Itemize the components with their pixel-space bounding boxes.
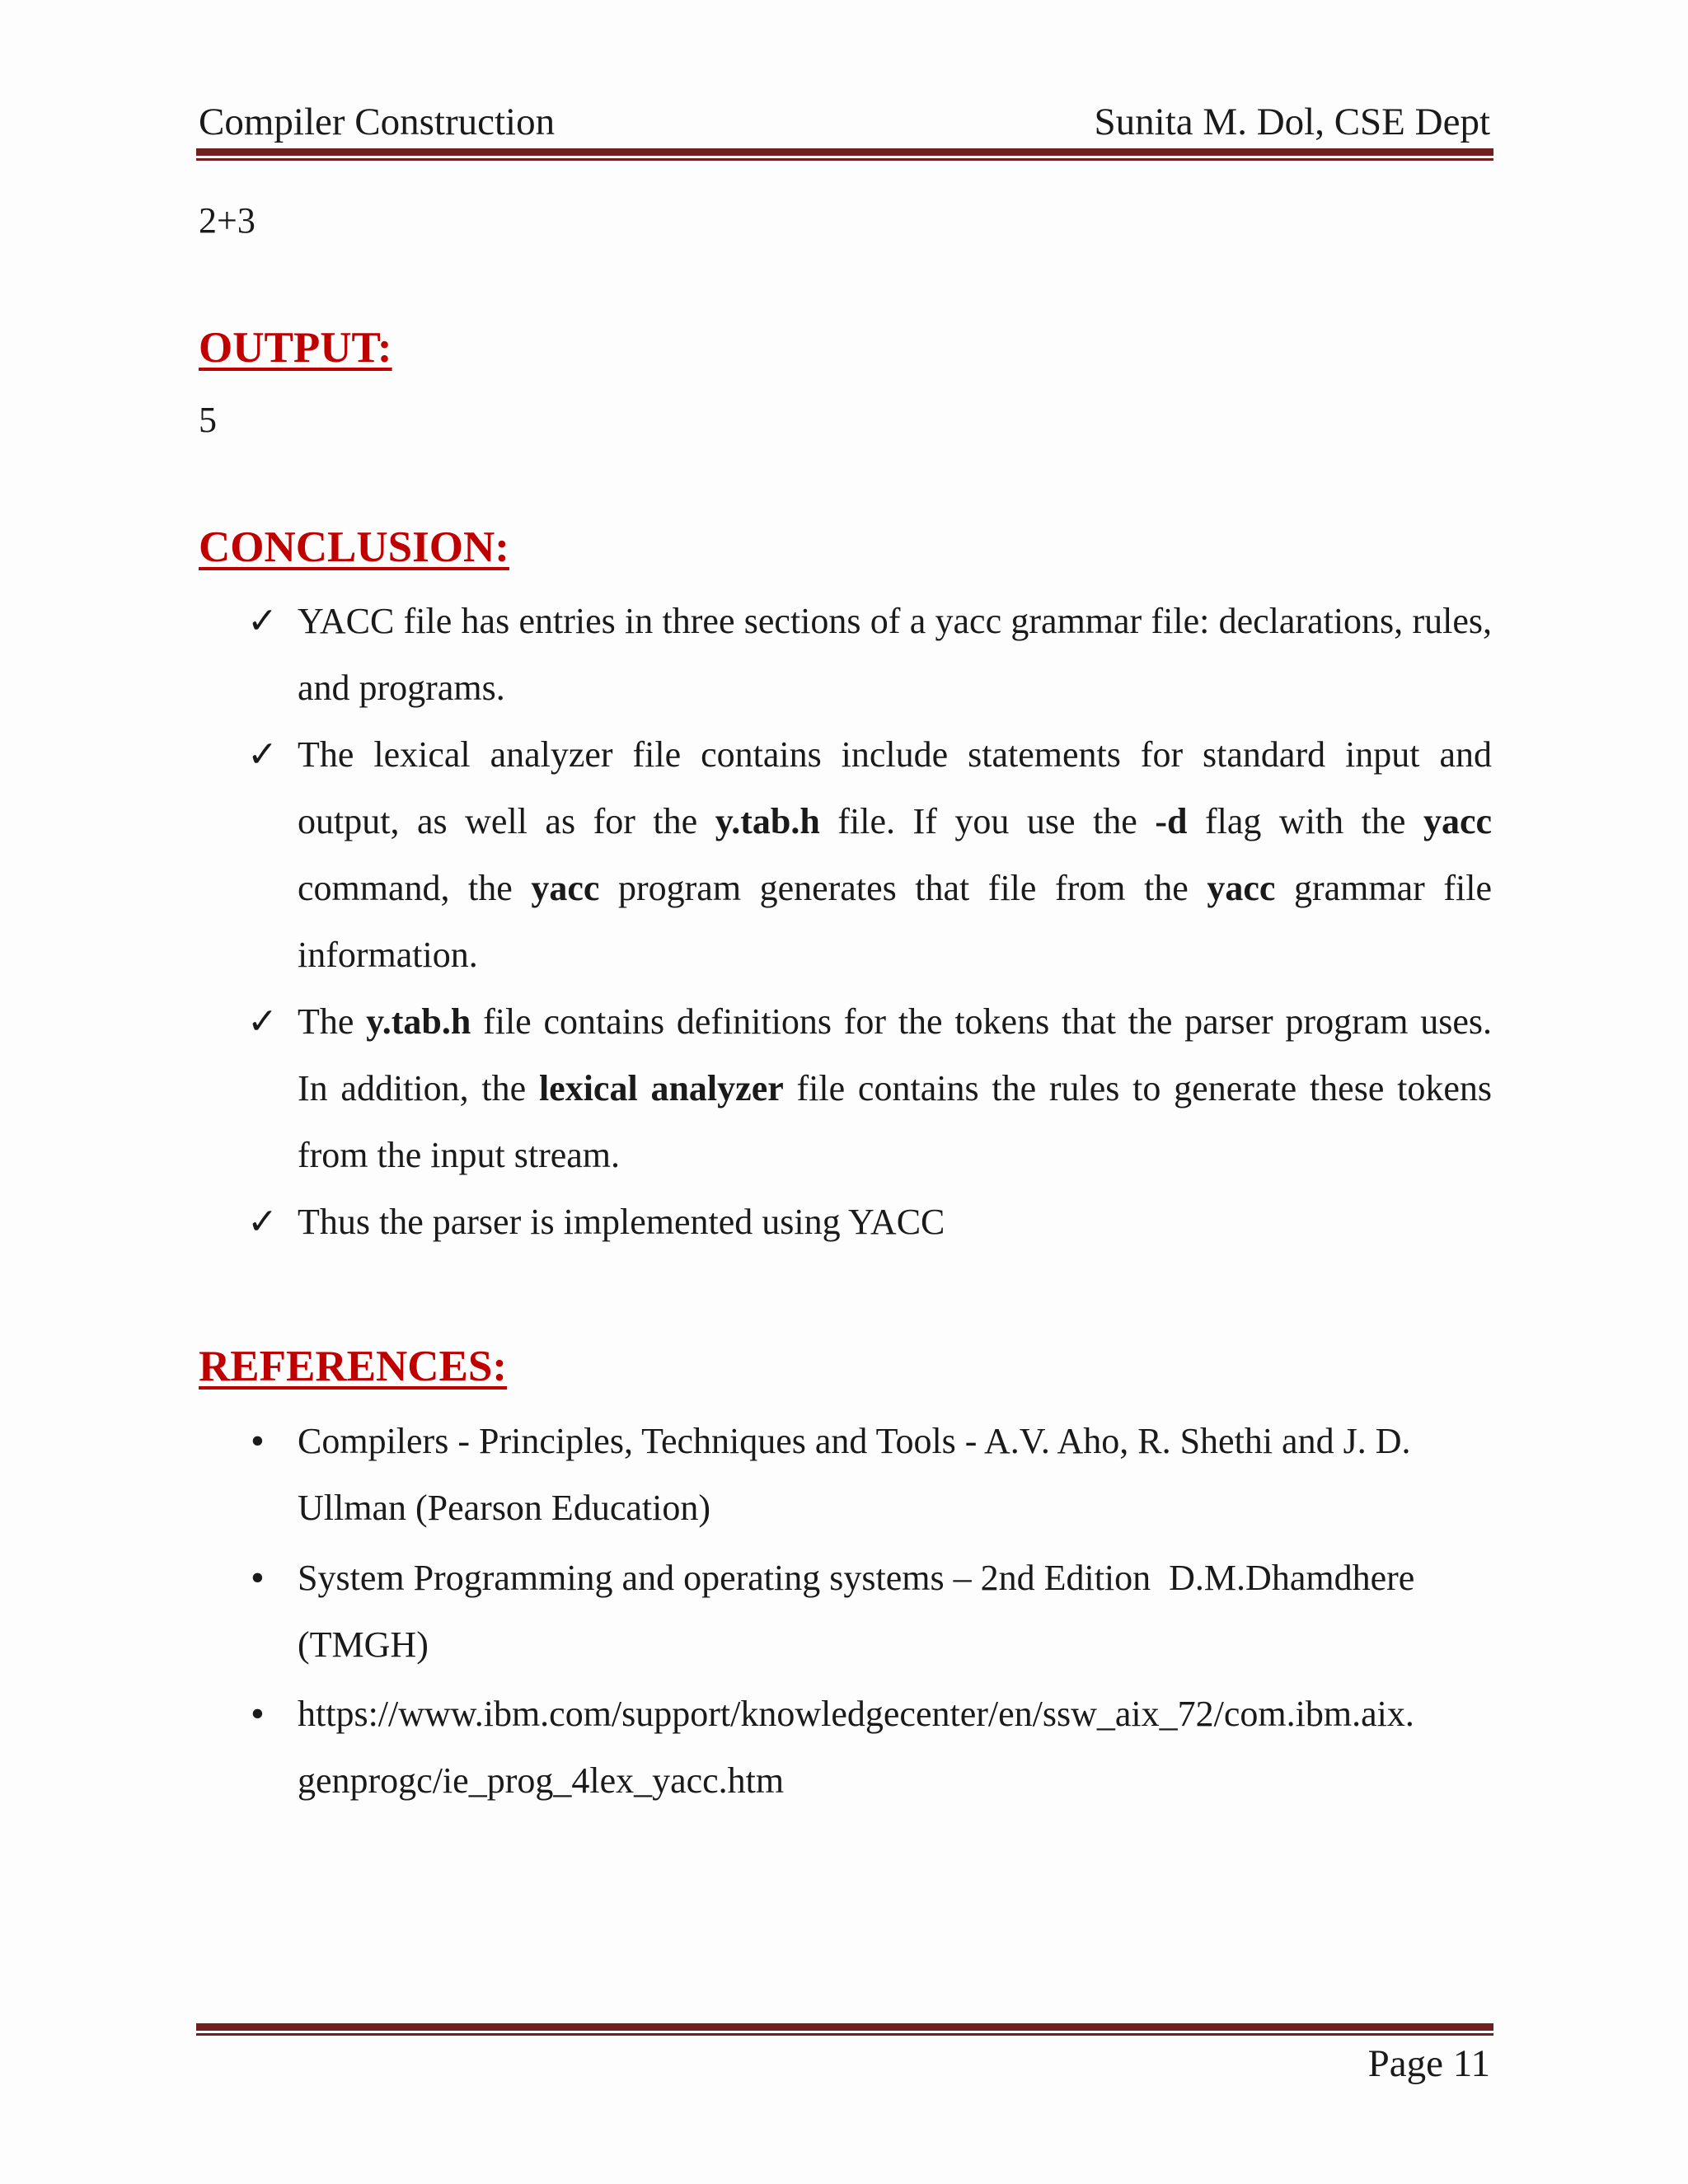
- bullet-dot-icon: •: [251, 1692, 265, 1736]
- conclusion-item-text: YACC file has entries in three sections of a yacc grammar file: declarations, rules, and programs.: [298, 601, 1492, 708]
- output-value: 5: [199, 400, 217, 440]
- header-author: Sunita M. Dol, CSE Dept: [1094, 101, 1490, 143]
- header-rule-thick: [196, 148, 1493, 156]
- reference-item: [247, 1408, 1492, 1541]
- conclusion-item: [247, 721, 1492, 988]
- conclusion-item: [247, 988, 1492, 1188]
- check-mark-icon: ✓: [247, 1202, 278, 1242]
- references-heading: REFERENCES:: [199, 1343, 508, 1390]
- check-mark-icon: ✓: [247, 1001, 278, 1042]
- conclusion-item-text: The y.tab.h file contains definitions for the tokens that the parser program uses. In addition, the lexical analyzer file contains the rules to generate these tokens from the input stream.: [298, 1001, 1493, 1175]
- reference-item-text: System Programming and operating systems – 2nd Edition D.M.Dhamdhere (TMGH): [298, 1558, 1415, 1665]
- footer-rule: [196, 2023, 1493, 2036]
- check-mark-icon: ✓: [247, 734, 278, 775]
- header-rule: [196, 148, 1493, 161]
- reference-item: [247, 1680, 1492, 1814]
- bullet-dot-icon: •: [251, 1419, 265, 1463]
- check-mark-icon: ✓: [247, 601, 278, 641]
- bullet-dot-icon: •: [251, 1556, 265, 1600]
- reference-link[interactable]: https://www.ibm.com/support/knowledgecenter/en/ssw_aix_72/com.ibm.aix. genprogc/ie_prog_4lex_yacc.htm: [298, 1694, 1414, 1801]
- conclusion-item: [247, 588, 1492, 721]
- footer-rule-thick: [196, 2023, 1493, 2031]
- reference-item: [247, 1544, 1492, 1678]
- footer-rule-thin: [196, 2033, 1493, 2036]
- conclusion-item-text: The lexical analyzer file contains include statements for standard input and output, as well as for the y.tab.h file. If you use the -d flag with the yacc command, the yacc program generates that file from the yacc grammar file information.: [298, 734, 1492, 975]
- conclusion-heading: CONCLUSION:: [199, 523, 509, 571]
- page-number: Page 11: [1367, 2042, 1490, 2085]
- reference-item-text: Compilers - Principles, Techniques and Tools - A.V. Aho, R. Shethi and J. D. Ullman (Pearson Education): [298, 1421, 1411, 1528]
- conclusion-item: [247, 1188, 1492, 1255]
- header-rule-thin: [196, 158, 1493, 161]
- header-course-title: Compiler Construction: [199, 101, 556, 143]
- output-heading: OUTPUT:: [199, 324, 392, 372]
- conclusion-item-text: Thus the parser is implemented using YACC: [298, 1202, 945, 1242]
- input-expression: 2+3: [199, 200, 256, 241]
